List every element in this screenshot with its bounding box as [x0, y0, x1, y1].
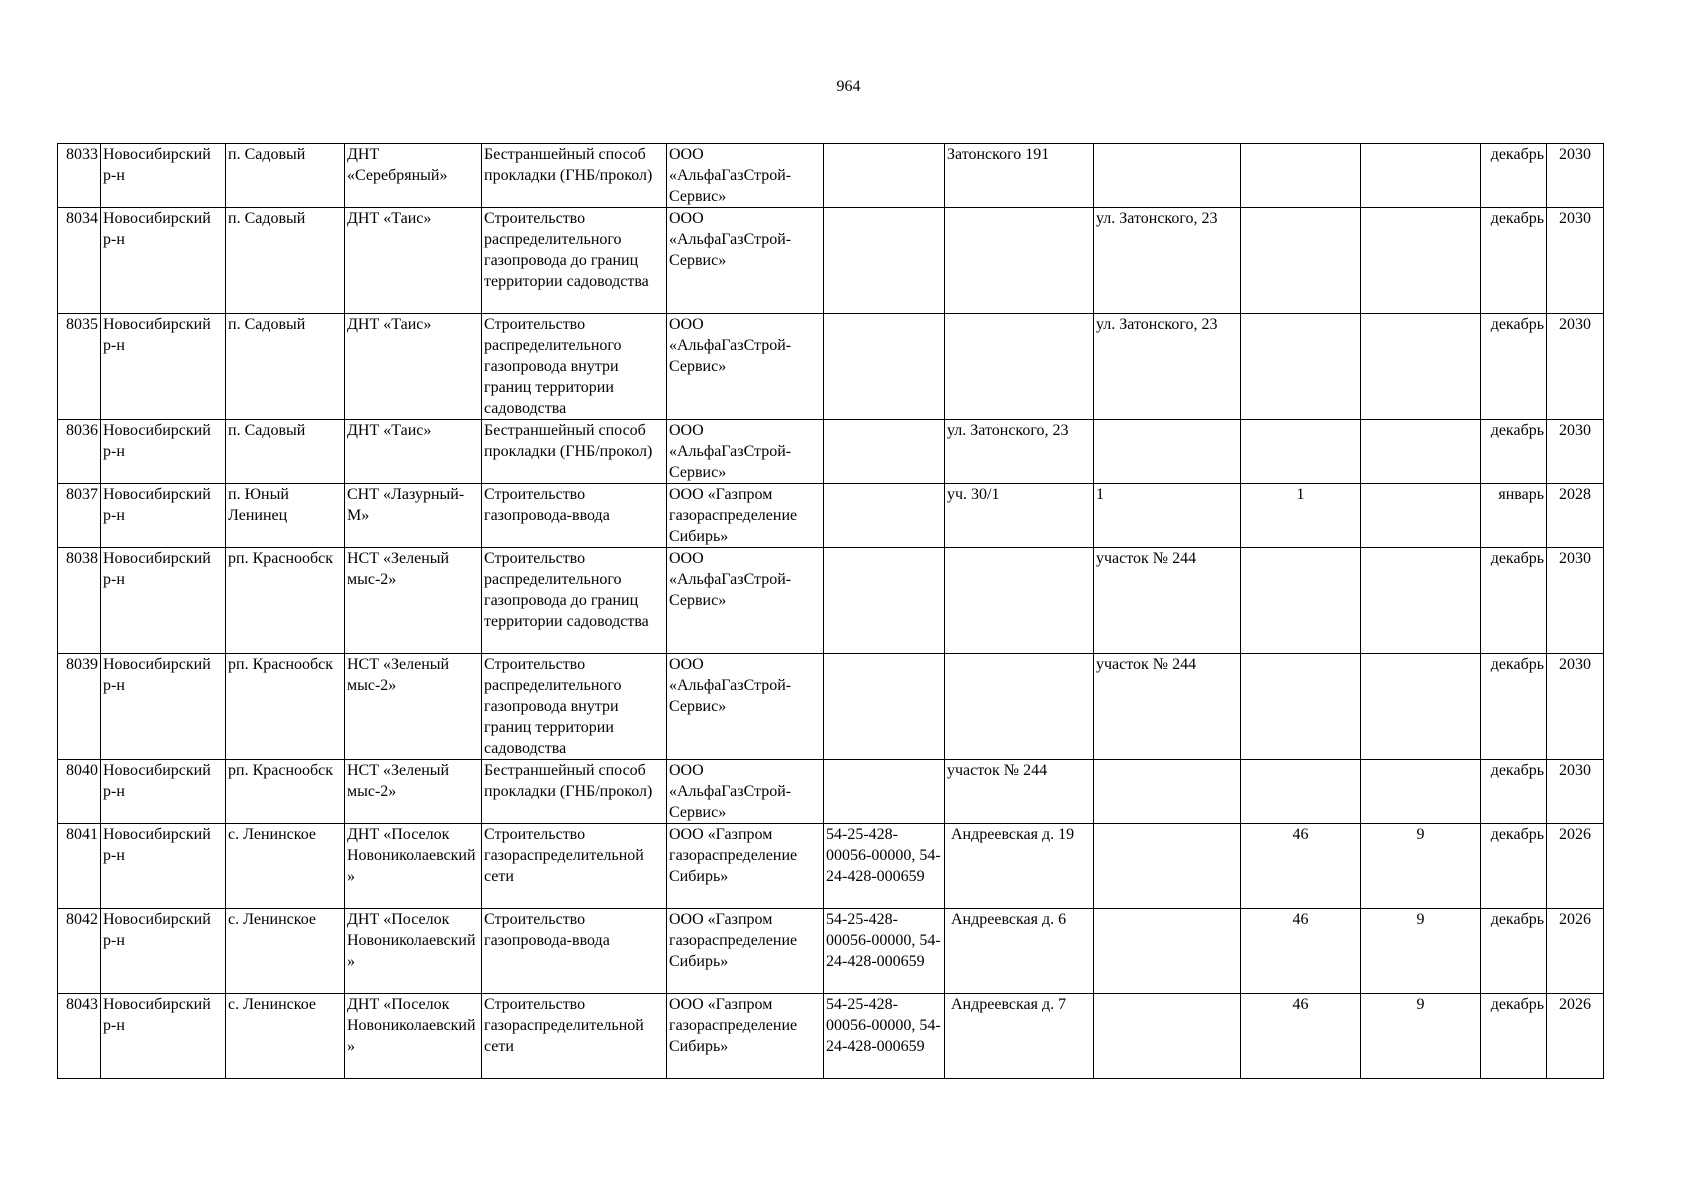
- quantity-2-cell: [1361, 208, 1481, 314]
- snt-cell: ДНТ «Поселок Новониколаевский»: [345, 824, 482, 909]
- settlement-cell: п. Садовый: [226, 314, 345, 420]
- work-cell: Строительство распределительного газопровода до границ территории садоводства: [482, 548, 667, 654]
- cadastral-cell: [824, 420, 945, 484]
- table-row: [58, 484, 1604, 548]
- cadastral-cell: 54-25-428-00056-00000, 54-24-428-000659: [824, 909, 945, 994]
- snt-cell: ДНТ «Поселок Новониколаевский»: [345, 994, 482, 1079]
- month-cell: декабрь: [1481, 314, 1547, 420]
- quantity-2-cell: [1361, 760, 1481, 824]
- address-alt-cell: [1094, 420, 1241, 484]
- quantity-1-cell: [1241, 760, 1361, 824]
- month-cell: декабрь: [1481, 144, 1547, 208]
- address-alt-cell: [1094, 824, 1241, 909]
- snt-cell: СНТ «Лазурный-М»: [345, 484, 482, 548]
- year-cell: 2030: [1547, 144, 1604, 208]
- organization-cell: ООО «АльфаГазСтрой-Сервис»: [667, 548, 824, 654]
- settlement-cell: с. Ленинское: [226, 994, 345, 1079]
- settlement-cell: с. Ленинское: [226, 909, 345, 994]
- table-row: [58, 824, 1604, 909]
- snt-cell: ДНТ «Таис»: [345, 420, 482, 484]
- row-number: 8039: [58, 654, 101, 760]
- district-cell: Новосибирский р-н: [101, 484, 226, 548]
- cadastral-cell: [824, 760, 945, 824]
- settlement-cell: рп. Краснообск: [226, 654, 345, 760]
- month-cell: декабрь: [1481, 654, 1547, 760]
- quantity-2-cell: [1361, 144, 1481, 208]
- year-cell: 2028: [1547, 484, 1604, 548]
- quantity-1-cell: [1241, 548, 1361, 654]
- year-cell: 2030: [1547, 654, 1604, 760]
- address-cell: [945, 314, 1094, 420]
- quantity-2-cell: [1361, 420, 1481, 484]
- quantity-2-cell: 9: [1361, 994, 1481, 1079]
- table-row: [58, 654, 1604, 760]
- district-cell: Новосибирский р-н: [101, 208, 226, 314]
- snt-cell: ДНТ «Таис»: [345, 208, 482, 314]
- cadastral-cell: 54-25-428-00056-00000, 54-24-428-000659: [824, 994, 945, 1079]
- settlement-cell: п. Садовый: [226, 420, 345, 484]
- row-number: 8037: [58, 484, 101, 548]
- organization-cell: ООО «АльфаГазСтрой-Сервис»: [667, 760, 824, 824]
- cadastral-cell: 54-25-428-00056-00000, 54-24-428-000659: [824, 824, 945, 909]
- address-alt-cell: участок № 244: [1094, 548, 1241, 654]
- work-cell: Строительство газопровода-ввода: [482, 484, 667, 548]
- row-number: 8038: [58, 548, 101, 654]
- organization-cell: ООО «АльфаГазСтрой-Сервис»: [667, 144, 824, 208]
- month-cell: декабрь: [1481, 760, 1547, 824]
- quantity-1-cell: [1241, 420, 1361, 484]
- snt-cell: НСТ «Зеленый мыс-2»: [345, 548, 482, 654]
- settlement-cell: п. Садовый: [226, 144, 345, 208]
- address-alt-cell: [1094, 994, 1241, 1079]
- organization-cell: ООО «АльфаГазСтрой-Сервис»: [667, 314, 824, 420]
- address-alt-cell: 1: [1094, 484, 1241, 548]
- table-row: [58, 548, 1604, 654]
- address-cell: Затонского 191: [945, 144, 1094, 208]
- month-cell: январь: [1481, 484, 1547, 548]
- settlement-cell: п. Юный Ленинец: [226, 484, 345, 548]
- address-alt-cell: участок № 244: [1094, 654, 1241, 760]
- snt-cell: ДНТ «Серебряный»: [345, 144, 482, 208]
- year-cell: 2030: [1547, 548, 1604, 654]
- cadastral-cell: [824, 654, 945, 760]
- month-cell: декабрь: [1481, 208, 1547, 314]
- row-number: 8036: [58, 420, 101, 484]
- settlement-cell: п. Садовый: [226, 208, 345, 314]
- settlement-cell: с. Ленинское: [226, 824, 345, 909]
- address-alt-cell: ул. Затонского, 23: [1094, 314, 1241, 420]
- quantity-1-cell: [1241, 314, 1361, 420]
- table-row: [58, 144, 1604, 208]
- organization-cell: ООО «Газпром газораспределение Сибирь»: [667, 484, 824, 548]
- row-number: 8035: [58, 314, 101, 420]
- address-alt-cell: [1094, 144, 1241, 208]
- work-cell: Строительство распределительного газопровода до границ территории садоводства: [482, 208, 667, 314]
- district-cell: Новосибирский р-н: [101, 314, 226, 420]
- table-row: [58, 420, 1604, 484]
- month-cell: декабрь: [1481, 420, 1547, 484]
- snt-cell: ДНТ «Поселок Новониколаевский»: [345, 909, 482, 994]
- address-cell: уч. 30/1: [945, 484, 1094, 548]
- organization-cell: ООО «Газпром газораспределение Сибирь»: [667, 909, 824, 994]
- table-row: [58, 760, 1604, 824]
- work-cell: Строительство распределительного газопровода внутри границ территории садоводства: [482, 654, 667, 760]
- year-cell: 2030: [1547, 760, 1604, 824]
- quantity-1-cell: [1241, 144, 1361, 208]
- work-cell: Бестраншейный способ прокладки (ГНБ/прокол): [482, 144, 667, 208]
- year-cell: 2026: [1547, 994, 1604, 1079]
- district-cell: Новосибирский р-н: [101, 994, 226, 1079]
- district-cell: Новосибирский р-н: [101, 420, 226, 484]
- row-number: 8042: [58, 909, 101, 994]
- work-cell: Бестраншейный способ прокладки (ГНБ/прокол): [482, 760, 667, 824]
- table-row: [58, 909, 1604, 994]
- district-cell: Новосибирский р-н: [101, 654, 226, 760]
- table-row: [58, 994, 1604, 1079]
- row-number: 8034: [58, 208, 101, 314]
- address-alt-cell: ул. Затонского, 23: [1094, 208, 1241, 314]
- quantity-2-cell: [1361, 654, 1481, 760]
- year-cell: 2030: [1547, 208, 1604, 314]
- quantity-1-cell: 46: [1241, 909, 1361, 994]
- cadastral-cell: [824, 144, 945, 208]
- organization-cell: ООО «АльфаГазСтрой-Сервис»: [667, 208, 824, 314]
- work-cell: Строительство распределительного газопровода внутри границ территории садоводства: [482, 314, 667, 420]
- work-cell: Строительство газораспределительной сети: [482, 994, 667, 1079]
- organization-cell: ООО «АльфаГазСтрой-Сервис»: [667, 654, 824, 760]
- row-number: 8033: [58, 144, 101, 208]
- settlement-cell: рп. Краснообск: [226, 760, 345, 824]
- year-cell: 2030: [1547, 314, 1604, 420]
- month-cell: декабрь: [1481, 548, 1547, 654]
- work-cell: Строительство газораспределительной сети: [482, 824, 667, 909]
- quantity-2-cell: 9: [1361, 824, 1481, 909]
- settlement-cell: рп. Краснообск: [226, 548, 345, 654]
- quantity-2-cell: [1361, 484, 1481, 548]
- cadastral-cell: [824, 314, 945, 420]
- snt-cell: НСТ «Зеленый мыс-2»: [345, 760, 482, 824]
- snt-cell: НСТ «Зеленый мыс-2»: [345, 654, 482, 760]
- page-number: 964: [836, 78, 861, 95]
- address-alt-cell: [1094, 909, 1241, 994]
- address-cell: [945, 208, 1094, 314]
- address-cell: участок № 244: [945, 760, 1094, 824]
- quantity-1-cell: [1241, 654, 1361, 760]
- month-cell: декабрь: [1481, 824, 1547, 909]
- register-table: [57, 143, 1604, 1079]
- work-cell: Бестраншейный способ прокладки (ГНБ/прокол): [482, 420, 667, 484]
- organization-cell: ООО «Газпром газораспределение Сибирь»: [667, 824, 824, 909]
- year-cell: 2026: [1547, 824, 1604, 909]
- quantity-2-cell: [1361, 548, 1481, 654]
- address-cell: ул. Затонского, 23: [945, 420, 1094, 484]
- year-cell: 2026: [1547, 909, 1604, 994]
- quantity-1-cell: [1241, 208, 1361, 314]
- table-body: [58, 144, 1604, 1079]
- table-row: [58, 314, 1604, 420]
- district-cell: Новосибирский р-н: [101, 824, 226, 909]
- cadastral-cell: [824, 548, 945, 654]
- address-cell: Андреевская д. 6: [945, 909, 1094, 994]
- organization-cell: ООО «Газпром газораспределение Сибирь»: [667, 994, 824, 1079]
- address-cell: [945, 654, 1094, 760]
- quantity-1-cell: 46: [1241, 824, 1361, 909]
- month-cell: декабрь: [1481, 909, 1547, 994]
- address-cell: [945, 548, 1094, 654]
- quantity-1-cell: 1: [1241, 484, 1361, 548]
- month-cell: декабрь: [1481, 994, 1547, 1079]
- address-alt-cell: [1094, 760, 1241, 824]
- row-number: 8041: [58, 824, 101, 909]
- row-number: 8040: [58, 760, 101, 824]
- district-cell: Новосибирский р-н: [101, 548, 226, 654]
- address-cell: Андреевская д. 19: [945, 824, 1094, 909]
- row-number: 8043: [58, 994, 101, 1079]
- district-cell: Новосибирский р-н: [101, 144, 226, 208]
- district-cell: Новосибирский р-н: [101, 760, 226, 824]
- work-cell: Строительство газопровода-ввода: [482, 909, 667, 994]
- snt-cell: ДНТ «Таис»: [345, 314, 482, 420]
- cadastral-cell: [824, 208, 945, 314]
- year-cell: 2030: [1547, 420, 1604, 484]
- quantity-2-cell: [1361, 314, 1481, 420]
- organization-cell: ООО «АльфаГазСтрой-Сервис»: [667, 420, 824, 484]
- district-cell: Новосибирский р-н: [101, 909, 226, 994]
- quantity-2-cell: 9: [1361, 909, 1481, 994]
- cadastral-cell: [824, 484, 945, 548]
- address-cell: Андреевская д. 7: [945, 994, 1094, 1079]
- quantity-1-cell: 46: [1241, 994, 1361, 1079]
- table-row: [58, 208, 1604, 314]
